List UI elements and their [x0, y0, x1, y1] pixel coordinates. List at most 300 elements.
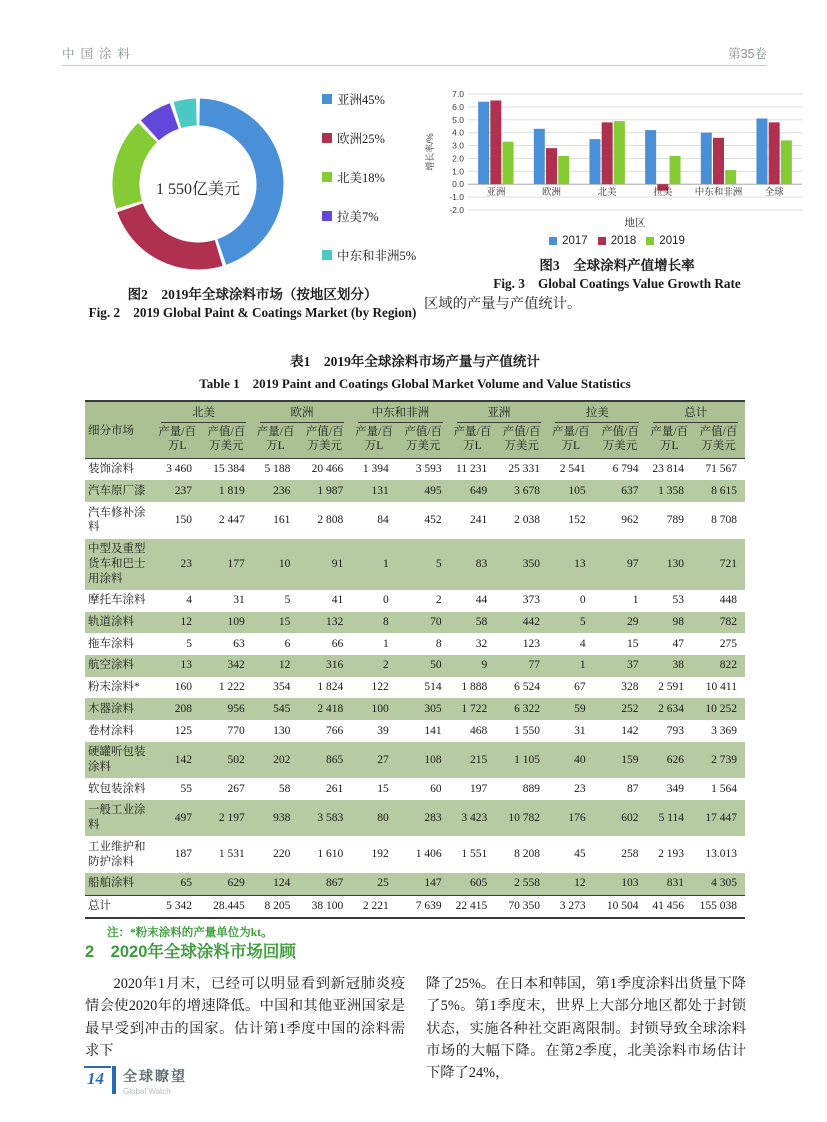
table-cell: 545 — [253, 698, 299, 720]
table-cell: 1 — [351, 539, 397, 590]
legend-swatch-icon — [598, 237, 606, 245]
table-cell: 103 — [594, 873, 647, 895]
running-head — [62, 44, 767, 66]
row-label: 拖车涂料 — [88, 637, 134, 650]
table-cell: 2 — [435, 594, 442, 607]
section-2 — [85, 938, 747, 1084]
row-label: 工业维护和防护涂料 — [88, 840, 146, 868]
table-cell: 822 — [692, 655, 745, 677]
region-group-label: 拉美 — [555, 404, 639, 423]
table-cell: 10 782 — [495, 800, 548, 836]
y-tick-label: 4.0 — [452, 127, 464, 138]
table-cell: 770 — [227, 724, 245, 737]
table-cell: 261 — [325, 782, 344, 795]
table-cell: 1 550 — [514, 724, 541, 737]
bar-全球-2017 — [756, 118, 767, 184]
sub-column-header: 产值/百万美元 — [298, 423, 351, 458]
table-cell: 350 — [495, 539, 548, 590]
table-cell: 130 — [273, 724, 291, 737]
table-cell: 150 — [174, 514, 192, 527]
table-cell: 602 — [594, 800, 647, 836]
table-row — [85, 539, 745, 590]
table-cell: 11 231 — [456, 463, 488, 476]
table-cell: 1 222 — [218, 681, 245, 694]
table-cell: 161 — [273, 514, 291, 527]
table-cell: 142 — [621, 724, 639, 737]
region-group-label: 总计 — [653, 404, 738, 423]
sub-column-header: 产量/百万L — [450, 423, 496, 458]
table-cell: 124 — [253, 873, 299, 895]
table-cell: 202 — [253, 742, 299, 778]
legend-label: 北美18% — [337, 171, 385, 185]
table-cell: 793 — [666, 724, 685, 737]
table-cell: 155 038 — [692, 895, 745, 918]
legend-swatch-icon — [322, 133, 332, 143]
region-group-label: 亚洲 — [457, 404, 541, 423]
table-cell: 97 — [594, 539, 647, 590]
row-label: 装饰涂料 — [88, 463, 134, 476]
table-cell: 5 188 — [264, 463, 291, 476]
table-cell: 55 — [180, 782, 192, 795]
table-cell: 5 — [186, 637, 192, 650]
y-tick-label: 0.0 — [452, 179, 464, 190]
table1-title-en: Table 1 2019 Paint and Coatings Global Market Volume and Value Statistics — [199, 376, 631, 391]
bar-欧洲-2019 — [558, 156, 569, 184]
table-cell: 8 708 — [711, 514, 737, 527]
table-cell: 1 394 — [362, 463, 389, 476]
table-cell: 3 423 — [450, 800, 496, 836]
column-header-segment: 细分市场 — [85, 401, 154, 458]
body-paragraph-right: 降了25%。在日本和韩国，第1季度涂料出货量下降了5%。第1季度末，世界上大部分地区都处于封锁状态，实施各种社交距离限制。封锁导致全球涂料市场的大幅下降。在第2季度，北美涂料市场估计下降了24%， — [426, 976, 746, 1082]
table1-title-zh: 表1 2019年全球涂料市场产量与产值统计 — [290, 354, 540, 369]
table-cell: 8 — [435, 637, 442, 650]
legend-label: 亚洲45% — [337, 93, 385, 107]
table-cell: 83 — [450, 539, 496, 590]
table-cell: 31 — [233, 594, 245, 607]
table-cell: 2 634 — [646, 698, 692, 720]
legend-label: 中东和非洲5% — [337, 249, 417, 263]
table-cell: 80 — [351, 800, 397, 836]
table-row — [85, 633, 745, 655]
table1-block — [85, 350, 745, 940]
table-cell: 3 593 — [415, 463, 442, 476]
table-cell: 1 531 — [218, 848, 245, 861]
table-cell: 38 100 — [298, 895, 351, 918]
table-cell: 23 — [574, 782, 586, 795]
table-cell: 2 541 — [559, 463, 586, 476]
bar-欧洲-2017 — [534, 129, 545, 184]
table-cell: 8 — [351, 612, 397, 634]
table-cell: 2 221 — [351, 895, 397, 918]
row-label: 粉末涂料* — [88, 681, 140, 694]
table-cell: 17 447 — [692, 800, 745, 836]
row-label: 轨道涂料 — [85, 612, 154, 634]
table-cell: 495 — [397, 480, 450, 502]
row-label: 船舶涂料 — [85, 873, 154, 895]
row-label: 硬罐听包装涂料 — [85, 742, 154, 778]
legend-swatch-icon — [322, 94, 332, 104]
table-cell: 13 — [154, 655, 200, 677]
region-group-header — [646, 401, 745, 423]
y-axis-title: 增长率/% — [425, 133, 435, 171]
table-row — [85, 612, 745, 634]
row-label: 总计 — [85, 895, 154, 918]
table-cell: 22 415 — [450, 895, 496, 918]
table-cell: 8 205 — [253, 895, 299, 918]
table-row — [85, 800, 745, 836]
table-cell: 13.013 — [705, 848, 737, 861]
table-note: 注：*粉末涂料的产量单位为kt。 — [107, 927, 273, 940]
table-cell: 5 — [284, 594, 291, 607]
table-cell: 3 273 — [548, 895, 594, 918]
bar-亚洲-2018 — [490, 100, 501, 184]
row-label: 一般工业涂料 — [85, 800, 154, 836]
table-cell: 4 305 — [692, 873, 745, 895]
table-cell: 142 — [154, 742, 200, 778]
table-cell: 176 — [548, 800, 594, 836]
page-number: 14 — [84, 1066, 111, 1089]
table-cell: 2 808 — [317, 514, 344, 527]
table-cell: 637 — [594, 480, 647, 502]
table-cell: 5 — [548, 612, 594, 634]
table-cell: 605 — [450, 873, 496, 895]
donut-segment-拉美 — [150, 116, 174, 130]
table-cell: 5 — [397, 539, 450, 590]
table-cell: 2 193 — [658, 848, 685, 861]
legend-swatch-icon — [322, 172, 332, 182]
table-cell: 1 819 — [200, 480, 253, 502]
table-cell: 2 418 — [298, 698, 351, 720]
table-cell: 10 — [253, 539, 299, 590]
table-cell: 1 551 — [461, 848, 488, 861]
figure3-block — [422, 80, 812, 332]
continuation-paragraph: 区域的产量与产值统计。 — [424, 296, 582, 312]
sub-column-header: 产值/百万美元 — [397, 423, 450, 458]
y-tick-label: 3.0 — [452, 140, 464, 151]
table-cell: 6 — [284, 637, 291, 650]
table-cell: 131 — [351, 480, 397, 502]
region-group-label: 中东和非洲 — [358, 404, 442, 423]
table-cell: 237 — [154, 480, 200, 502]
table-cell: 2 447 — [218, 514, 245, 527]
table-row — [85, 655, 745, 677]
table-cell: 2 591 — [658, 681, 685, 694]
table-cell: 109 — [200, 612, 253, 634]
table-cell: 2 558 — [495, 873, 548, 895]
region-group-label: 北美 — [161, 404, 245, 423]
table-row — [85, 590, 745, 612]
table-cell: 5 114 — [646, 800, 692, 836]
table-cell: 1 406 — [415, 848, 442, 861]
table-cell: 27 — [351, 742, 397, 778]
table-cell: 15 — [253, 612, 299, 634]
table-cell: 12 — [253, 655, 299, 677]
table-cell: 6 524 — [514, 681, 541, 694]
table-cell: 8 208 — [514, 848, 541, 861]
page-footer — [84, 1066, 187, 1096]
table-cell: 283 — [397, 800, 450, 836]
table-row — [85, 458, 745, 480]
donut-legend-item — [322, 207, 420, 225]
table-row — [85, 698, 745, 720]
donut-legend-item — [322, 90, 420, 108]
bar-legend-item — [646, 235, 685, 247]
table-cell: 789 — [666, 514, 685, 527]
table-cell: 1 564 — [711, 782, 737, 795]
figure2-caption-en: Fig. 2 2019 Global Paint & Coatings Market (by Region) — [88, 305, 417, 320]
table-cell: 865 — [298, 742, 351, 778]
table-row — [85, 836, 745, 872]
table-cell: 3 678 — [495, 480, 548, 502]
table-cell: 108 — [397, 742, 450, 778]
table-cell: 37 — [594, 655, 647, 677]
x-category-label: 亚洲 — [486, 187, 506, 199]
table-cell: 58 — [450, 612, 496, 634]
table-cell: 831 — [646, 873, 692, 895]
table-cell: 197 — [469, 782, 488, 795]
table-cell: 867 — [298, 873, 351, 895]
legend-label: 2019 — [659, 235, 685, 247]
donut-center-label: 1 550亿美元 — [155, 181, 240, 198]
table-cell: 15 — [377, 782, 389, 795]
table-cell: 160 — [174, 681, 192, 694]
table-cell: 60 — [430, 782, 442, 795]
figure2-block — [85, 82, 420, 330]
table-cell: 105 — [548, 480, 594, 502]
table-cell: 67 — [574, 681, 586, 694]
table-cell: 177 — [200, 539, 253, 590]
table-cell: 962 — [621, 514, 639, 527]
row-label: 航空涂料 — [85, 655, 154, 677]
table-cell: 130 — [646, 539, 692, 590]
legend-label: 2017 — [562, 235, 588, 247]
table-cell: 2 739 — [692, 742, 745, 778]
table-cell: 59 — [548, 698, 594, 720]
table-cell: 514 — [424, 681, 442, 694]
x-axis-title: 地区 — [624, 217, 646, 229]
table-cell: 452 — [424, 514, 442, 527]
sub-column-header: 产量/百万L — [646, 423, 692, 458]
donut-legend-item — [322, 168, 420, 186]
table-cell: 2 038 — [514, 514, 541, 527]
table-cell: 9 — [450, 655, 496, 677]
y-tick-label: 7.0 — [452, 89, 464, 99]
table-cell: 258 — [621, 848, 639, 861]
table-cell: 1 — [383, 637, 389, 650]
table-cell: 23 814 — [652, 463, 685, 476]
sub-column-header: 产值/百万美元 — [495, 423, 548, 458]
table-cell: 7 639 — [397, 895, 450, 918]
table-cell: 53 — [672, 594, 685, 607]
table-cell: 159 — [594, 742, 647, 778]
table-cell: 125 — [174, 724, 192, 737]
legend-label: 欧洲25% — [337, 132, 385, 146]
table-cell: 187 — [174, 848, 192, 861]
table-cell: 41 — [331, 594, 344, 607]
table-cell: 1 — [548, 655, 594, 677]
table-cell: 373 — [522, 594, 541, 607]
region-group-header — [351, 401, 449, 423]
bar-中东和非洲-2019 — [725, 170, 736, 184]
y-tick-label: -1.0 — [449, 192, 464, 203]
table-cell: 50 — [397, 655, 450, 677]
bar-亚洲-2019 — [503, 142, 514, 185]
market-table — [85, 400, 745, 919]
bar-欧洲-2018 — [546, 148, 557, 184]
table-cell: 87 — [626, 782, 639, 795]
table-cell: 12 — [548, 873, 594, 895]
table-cell: 938 — [253, 800, 299, 836]
table-cell: 1 — [632, 594, 639, 607]
donut-segment-欧洲 — [130, 208, 219, 256]
table-cell: 1 722 — [450, 698, 496, 720]
x-category-label: 全球 — [764, 187, 784, 199]
sub-column-header: 产值/百万美元 — [594, 423, 647, 458]
table-cell: 305 — [397, 698, 450, 720]
table-row — [85, 677, 745, 699]
table-cell: 84 — [377, 514, 389, 527]
table-cell: 147 — [397, 873, 450, 895]
table-cell: 122 — [371, 681, 389, 694]
table-cell: 2 — [351, 655, 397, 677]
body-paragraph-left: 2020年1月末，已经可以明显看到新冠肺炎疫情会使2020年的增速降低。中国和其他亚洲国家是最早受到冲击的国家。估计第1季度中国的涂料需求下 — [85, 976, 405, 1059]
table-row — [85, 873, 745, 895]
table-row — [85, 778, 745, 800]
row-label: 软包装涂料 — [88, 782, 146, 795]
table-cell: 40 — [548, 742, 594, 778]
footer-brand-zh: 全球瞭望 — [123, 1068, 187, 1084]
table-cell: 1 987 — [298, 480, 351, 502]
table-cell: 20 466 — [311, 463, 344, 476]
table-cell: 10 504 — [594, 895, 647, 918]
bar-北美-2018 — [602, 122, 613, 184]
table-cell: 8 615 — [692, 480, 745, 502]
row-label: 汽车原厂漆 — [85, 480, 154, 502]
table-cell: 58 — [278, 782, 291, 795]
y-tick-label: -2.0 — [449, 205, 464, 215]
table-row — [85, 895, 745, 918]
sub-column-header: 产值/百万美元 — [692, 423, 745, 458]
table-cell: 275 — [719, 637, 737, 650]
table-cell: 15 384 — [213, 463, 245, 476]
table-cell: 236 — [253, 480, 299, 502]
row-label: 摩托车涂料 — [88, 594, 146, 607]
figure2-caption-zh: 图2 2019年全球涂料市场（按地区划分） — [127, 287, 378, 302]
table-cell: 70 — [397, 612, 450, 634]
table-cell: 328 — [621, 681, 639, 694]
region-group-label: 欧洲 — [260, 404, 344, 423]
table-cell: 141 — [424, 724, 442, 737]
table-cell: 6 322 — [495, 698, 548, 720]
table-cell: 29 — [594, 612, 647, 634]
table-cell: 354 — [273, 681, 291, 694]
table-cell: 497 — [154, 800, 200, 836]
table-cell: 442 — [495, 612, 548, 634]
table-cell: 3 369 — [711, 724, 737, 737]
table-cell: 1 105 — [495, 742, 548, 778]
table-cell: 10 411 — [705, 681, 737, 694]
table-cell: 252 — [594, 698, 647, 720]
legend-swatch-icon — [646, 237, 654, 245]
table-cell: 349 — [666, 782, 685, 795]
table-cell: 44 — [475, 594, 488, 607]
y-tick-label: 5.0 — [452, 114, 464, 125]
footer-divider-bar — [112, 1066, 116, 1094]
table-cell: 3 583 — [298, 800, 351, 836]
table-cell: 192 — [371, 848, 389, 861]
bar-中东和非洲-2018 — [713, 138, 724, 184]
table-cell: 1 358 — [646, 480, 692, 502]
bar-chart — [422, 82, 812, 232]
table-cell: 32 — [475, 637, 488, 650]
bar-北美-2017 — [589, 139, 600, 184]
bar-chart-legend — [422, 235, 812, 247]
table-cell: 649 — [450, 480, 496, 502]
table-cell: 889 — [522, 782, 541, 795]
region-group-header — [450, 401, 548, 423]
y-tick-label: 2.0 — [452, 153, 464, 164]
table-cell: 721 — [692, 539, 745, 590]
table-cell: 10 252 — [692, 698, 745, 720]
volume-label: 第35卷 — [728, 47, 767, 61]
table-cell: 2 197 — [200, 800, 253, 836]
figure3-caption-zh: 图3 全球涂料产值增长率 — [539, 258, 695, 273]
legend-swatch-icon — [549, 237, 557, 245]
bar-中东和非洲-2017 — [701, 133, 712, 185]
sub-column-header: 产量/百万L — [351, 423, 397, 458]
table-cell: 215 — [450, 742, 496, 778]
table-cell: 1 610 — [317, 848, 344, 861]
legend-swatch-icon — [322, 211, 332, 221]
sub-column-header: 产量/百万L — [154, 423, 200, 458]
legend-swatch-icon — [322, 250, 332, 260]
table-cell: 267 — [227, 782, 245, 795]
table-cell: 100 — [351, 698, 397, 720]
row-label: 中型及重型货车和巴士用涂料 — [85, 539, 154, 590]
table-cell: 766 — [325, 724, 344, 737]
table-cell: 342 — [200, 655, 253, 677]
donut-legend — [322, 90, 420, 264]
x-category-label: 欧洲 — [541, 187, 562, 199]
table-row — [85, 742, 745, 778]
table-cell: 448 — [719, 594, 737, 607]
region-group-header — [154, 401, 252, 423]
table-cell: 41 456 — [646, 895, 692, 918]
table-cell: 6 794 — [612, 463, 639, 476]
table-cell: 47 — [672, 637, 685, 650]
table-cell: 0 — [579, 594, 586, 607]
table-row — [85, 480, 745, 502]
sub-column-header: 产量/百万L — [548, 423, 594, 458]
legend-label: 拉美7% — [337, 210, 379, 224]
table-cell: 132 — [298, 612, 351, 634]
table-cell: 208 — [154, 698, 200, 720]
table-cell: 626 — [646, 742, 692, 778]
table-cell: 23 — [154, 539, 200, 590]
table-cell: 39 — [377, 724, 389, 737]
table-cell: 38 — [646, 655, 692, 677]
bar-全球-2018 — [769, 122, 780, 184]
y-tick-label: 6.0 — [452, 101, 464, 112]
bar-亚洲-2017 — [478, 102, 489, 184]
footer-brand-en: Global Watch — [123, 1087, 171, 1096]
row-label: 木器涂料 — [85, 698, 154, 720]
table-cell: 316 — [298, 655, 351, 677]
table-cell: 629 — [200, 873, 253, 895]
table-cell: 1 888 — [461, 681, 488, 694]
journal-name: 中国涂料 — [62, 47, 137, 61]
table-cell: 65 — [154, 873, 200, 895]
